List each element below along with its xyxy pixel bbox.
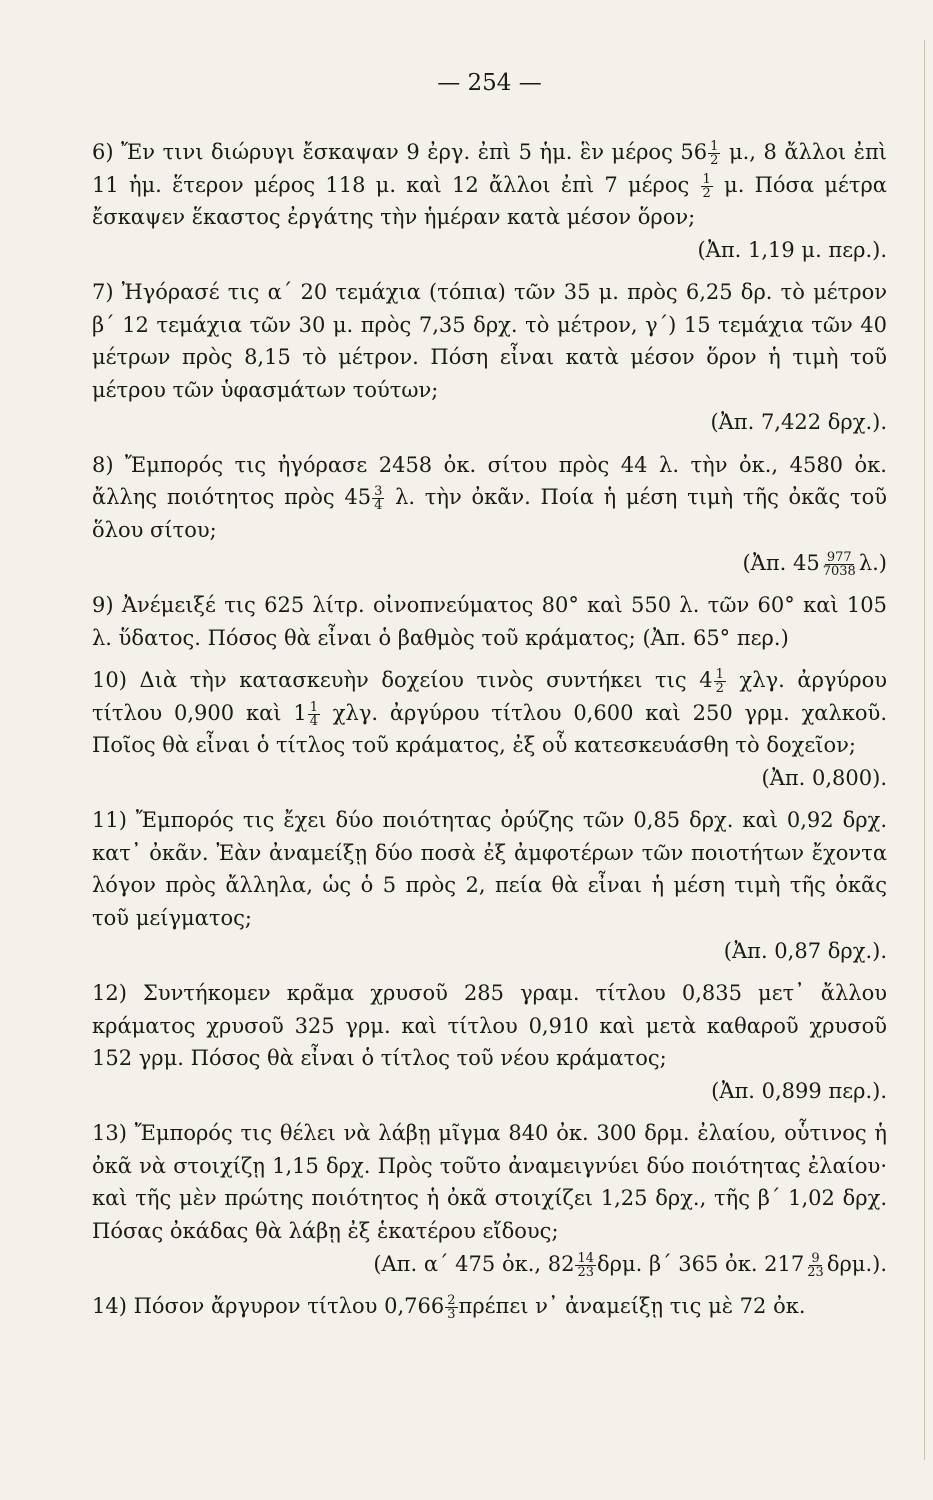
problem-9-answer: (Ἀπ. 65° περ.) [642,625,789,650]
problem-8-lead: 8) Ἔμπορός τις ἠγόρασε 2458 ὀκ. σίτου πρὸς 44 λ. τὴν ὀκ., 4580 ὀκ. ἄλλης ποιότητος πρὸς 45 [92,452,887,510]
problem-7-text: 7) Ἠγόρασέ τις α΄ 20 τεμάχια (τόπια) τῶν 35 μ. πρὸς 6,25 δρ. τὸ μέτρον β΄ 12 τεμάχια τῶν 30 μ. πρὸς 7,35 δρχ. τὸ μέτρον, γ΄) 15 τεμάχια τῶν 40 μέτρων πρὸς 8,15 τὸ μέτρον. Πόση εἶναι κατὰ μέσον ὅρον ἡ τιμὴ τοῦ μέτρου τῶν ὑφασμάτων τούτων; [92,280,887,402]
problem-8-tail: λ. τὴν ὀκᾶν. Ποία ἡ μέση τιμὴ τῆς ὀκᾶς τοῦ ὅλου σίτου; [92,485,887,543]
problem-10 [92,664,887,794]
fraction [805,1252,826,1279]
problem-7 [92,276,887,439]
fraction-numerator: 977 [826,549,852,565]
fraction-numerator: 1 [309,699,318,715]
problem-12 [92,977,887,1107]
fraction-numerator: 1 [715,667,724,683]
problem-6-tail: μ. Πόσα μέτρα ἔσκαψεν ἕκαστος ἐργάτης τὴν ἡμέραν κατὰ μέσον ὅρον; [92,172,887,230]
fraction-denominator: 2 [715,681,724,697]
problem-6-mid: μ., 8 ἄλλοι ἐπὶ 11 ἡμ. ἕτερον μέρος 118 μ. καὶ 12 ἄλλοι ἐπὶ 7 μέρος [92,140,887,197]
problem-13-text: 13) Ἔμπορός τις θέλει νὰ λάβῃ μῖγμα 840 ὀκ. 300 δρμ. ἐλαίου, οὗτινος ἡ ὀκᾶ νὰ στοιχίζῃ 1,15 δρχ. Πρὸς τοῦτο ἀναμειγνύει δύο ποιότητας ἐλαίου· καὶ τῆς μὲν πρώτης ποιότητος ἡ ὀκᾶ στοιχίζει 1,25 δρχ., τῆς β΄ 1,02 δρχ. Πόσας ὀκάδας θὰ λάβῃ ἐξ ἑκατέρου εἴδους; [92,1121,887,1243]
fraction-denominator: 2 [710,153,719,168]
fraction-denominator: 2 [702,185,711,201]
problem-10-answer: (Ἀπ. 0,800). [761,765,887,790]
problem-12-text: 12) Συντήκομεν κρᾶμα χρυσοῦ 285 γραμ. τίτλου 0,835 μετ᾽ ἄλλου κράματος χρυσοῦ 325 γρμ. καὶ τίτλου 0,910 καὶ μετὰ καθαροῦ χρυσοῦ 152 γρμ. Πόσος θὰ εἶναι ὁ τίτλος τοῦ νέου κράματος; [92,981,887,1071]
problem-10-mid: χλγ. ἀργύρου τίτλου 0,900 καὶ 1 [92,668,887,725]
fraction-numerator: 1 [702,171,711,187]
problem-14-lead: 14) Πόσον ἄργυρον τίτλου 0,766 [92,1294,445,1319]
fraction-denominator: 23 [807,1264,824,1280]
fraction-denominator: 4 [309,713,318,729]
problem-6 [92,136,887,266]
problem-14-tail: πρέπει ν᾽ ἀναμείξῃ τις μὲ 72 ὀκ. [458,1294,806,1319]
problem-6-answer: (Ἀπ. 1,19 μ. περ.). [697,237,887,262]
problem-10-tail: χλγ. ἀργύρου τίτλου 0,600 καὶ 250 γρμ. χαλκοῦ. Ποῖος θὰ εἶναι ὁ τίτλος τοῦ κράματος, ἐξ οὗ κατεσκευάσθη τὸ δοχεῖον; [92,700,887,758]
problem-10-lead: 10) Διὰ τὴν κατασκευὴν δοχείου τινὸς συντήκει τις 4 [92,668,713,693]
fraction-denominator: 23 [577,1264,594,1280]
answer-text: δρμ. β΄ 365 ὀκ. 217 [597,1251,805,1276]
problem-12-answer: (Ἀπ. 0,899 περ.). [711,1078,887,1103]
fraction [575,1252,596,1279]
fraction-numerator: 14 [577,1250,594,1266]
problem-9 [92,589,887,654]
problem-11-text: 11) Ἔμπορός τις ἔχει δύο ποιότητας ὀρύζης τῶν 0,85 δρχ. καὶ 0,92 δρχ. κατ᾽ ὀκᾶν. Ἐὰν ἀναμείξῃ δύο ποσὰ ἐξ ἀμφοτέρων τῶν ποιοτήτων ἔχοντα λόγον πρὸς ἄλληλα, ὡς ὁ 5 πρὸς 2, πεία θὰ εἶναι ἡ μέση τιμὴ τῆς ὀκᾶς τοῦ μείγματος; [92,808,887,931]
answer-text: λ.) [858,550,887,575]
fraction-numerator: 9 [811,1250,820,1266]
fraction [714,668,726,695]
answer-text: δρμ.). [826,1251,887,1276]
page-number: — 254 — [437,70,542,96]
problem-8-answer [92,547,887,580]
problem-7-answer: (Ἀπ. 7,422 δρχ.). [710,410,887,435]
problem-13 [92,1117,887,1280]
problem-14 [92,1290,887,1323]
fraction [708,140,720,167]
fraction [701,173,713,200]
problem-13-answer [92,1248,887,1281]
fraction-numerator: 3 [374,484,383,500]
fraction [445,1294,457,1321]
answer-text: (Απ. α΄ 475 ὀκ., 82 [373,1251,575,1276]
problem-9-text: 9) Ἀνέμειξέ τις 625 λίτρ. οἰνοπνεύματος 80° καὶ 550 λ. τῶν 60° καὶ 105 λ. ὕδατος. Πόσος θὰ εἶναι ὁ βαθμὸς τοῦ κράματος; [92,593,887,650]
problem-8 [92,449,887,579]
page-edge-line [924,40,925,1460]
answer-text: (Ἀπ. 45 [742,550,820,575]
fraction [372,485,384,512]
fraction-denominator: 4 [374,498,383,514]
fraction [821,551,858,578]
fraction-denominator: 3 [447,1307,456,1323]
fraction-numerator: 2 [447,1293,456,1309]
problem-11-answer: (Ἀπ. 0,87 δρχ.). [723,938,887,963]
problem-6-lead: 6) Ἔν τινι διώρυγι ἔσκαψαν 9 ἐργ. ἐπὶ 5 ἡμ. ἓν μέρος 56 [92,140,708,164]
problem-11 [92,804,887,967]
fraction-denominator: 7038 [822,563,856,579]
fraction [308,701,320,728]
fraction-numerator: 1 [710,139,719,154]
